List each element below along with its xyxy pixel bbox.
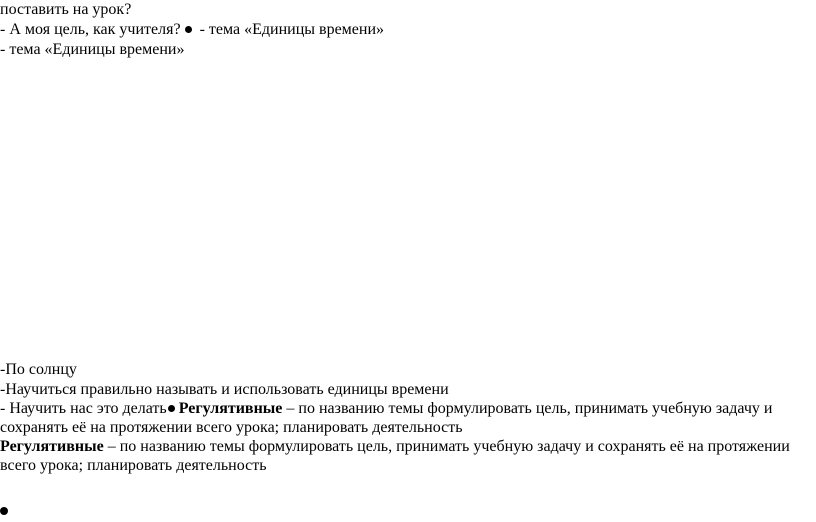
- regulative-label-2: Регулятивные: [0, 438, 104, 455]
- bullet-dot-icon: [0, 507, 8, 515]
- text-line-5: [0, 380, 449, 399]
- learn-units-text: -Научиться правильно называть и использовать единицы времени: [0, 381, 449, 398]
- bullet-dot-icon: [168, 405, 175, 412]
- regulative-description-2: – по названию темы формулировать цель, принимать учебную задачу и сохранять её на протяжении: [103, 438, 790, 455]
- answer-sun-text: -По солнцу: [0, 361, 77, 378]
- bullet-dot-icon: [185, 26, 192, 33]
- text-line-2: [0, 20, 384, 39]
- regulative-description-2-cont: всего урока; планировать деятельность: [0, 457, 267, 474]
- question-text: поставить на урок?: [0, 1, 132, 18]
- text-line-3: [0, 40, 184, 59]
- text-line-9: [0, 456, 267, 475]
- regulative-description: – по названию темы формулировать цель, принимать учебную задачу и: [282, 400, 773, 417]
- teach-us-text: - Научить нас это делать: [0, 400, 167, 417]
- text-line-8: [0, 437, 790, 456]
- text-line-6: [0, 399, 772, 418]
- text-line-4: [0, 360, 77, 379]
- text-line-7: [0, 418, 463, 437]
- topic-text-repeat: - тема «Единицы времени»: [0, 41, 185, 58]
- regulative-label: Регулятивные: [178, 400, 283, 417]
- topic-text: - тема «Единицы времени»: [195, 21, 385, 38]
- text-line-1: [0, 0, 131, 19]
- regulative-description-cont: сохранять её на протяжении всего урока; планировать деятельность: [0, 419, 463, 436]
- teacher-goal-text: - А моя цель, как учителя?: [0, 21, 181, 38]
